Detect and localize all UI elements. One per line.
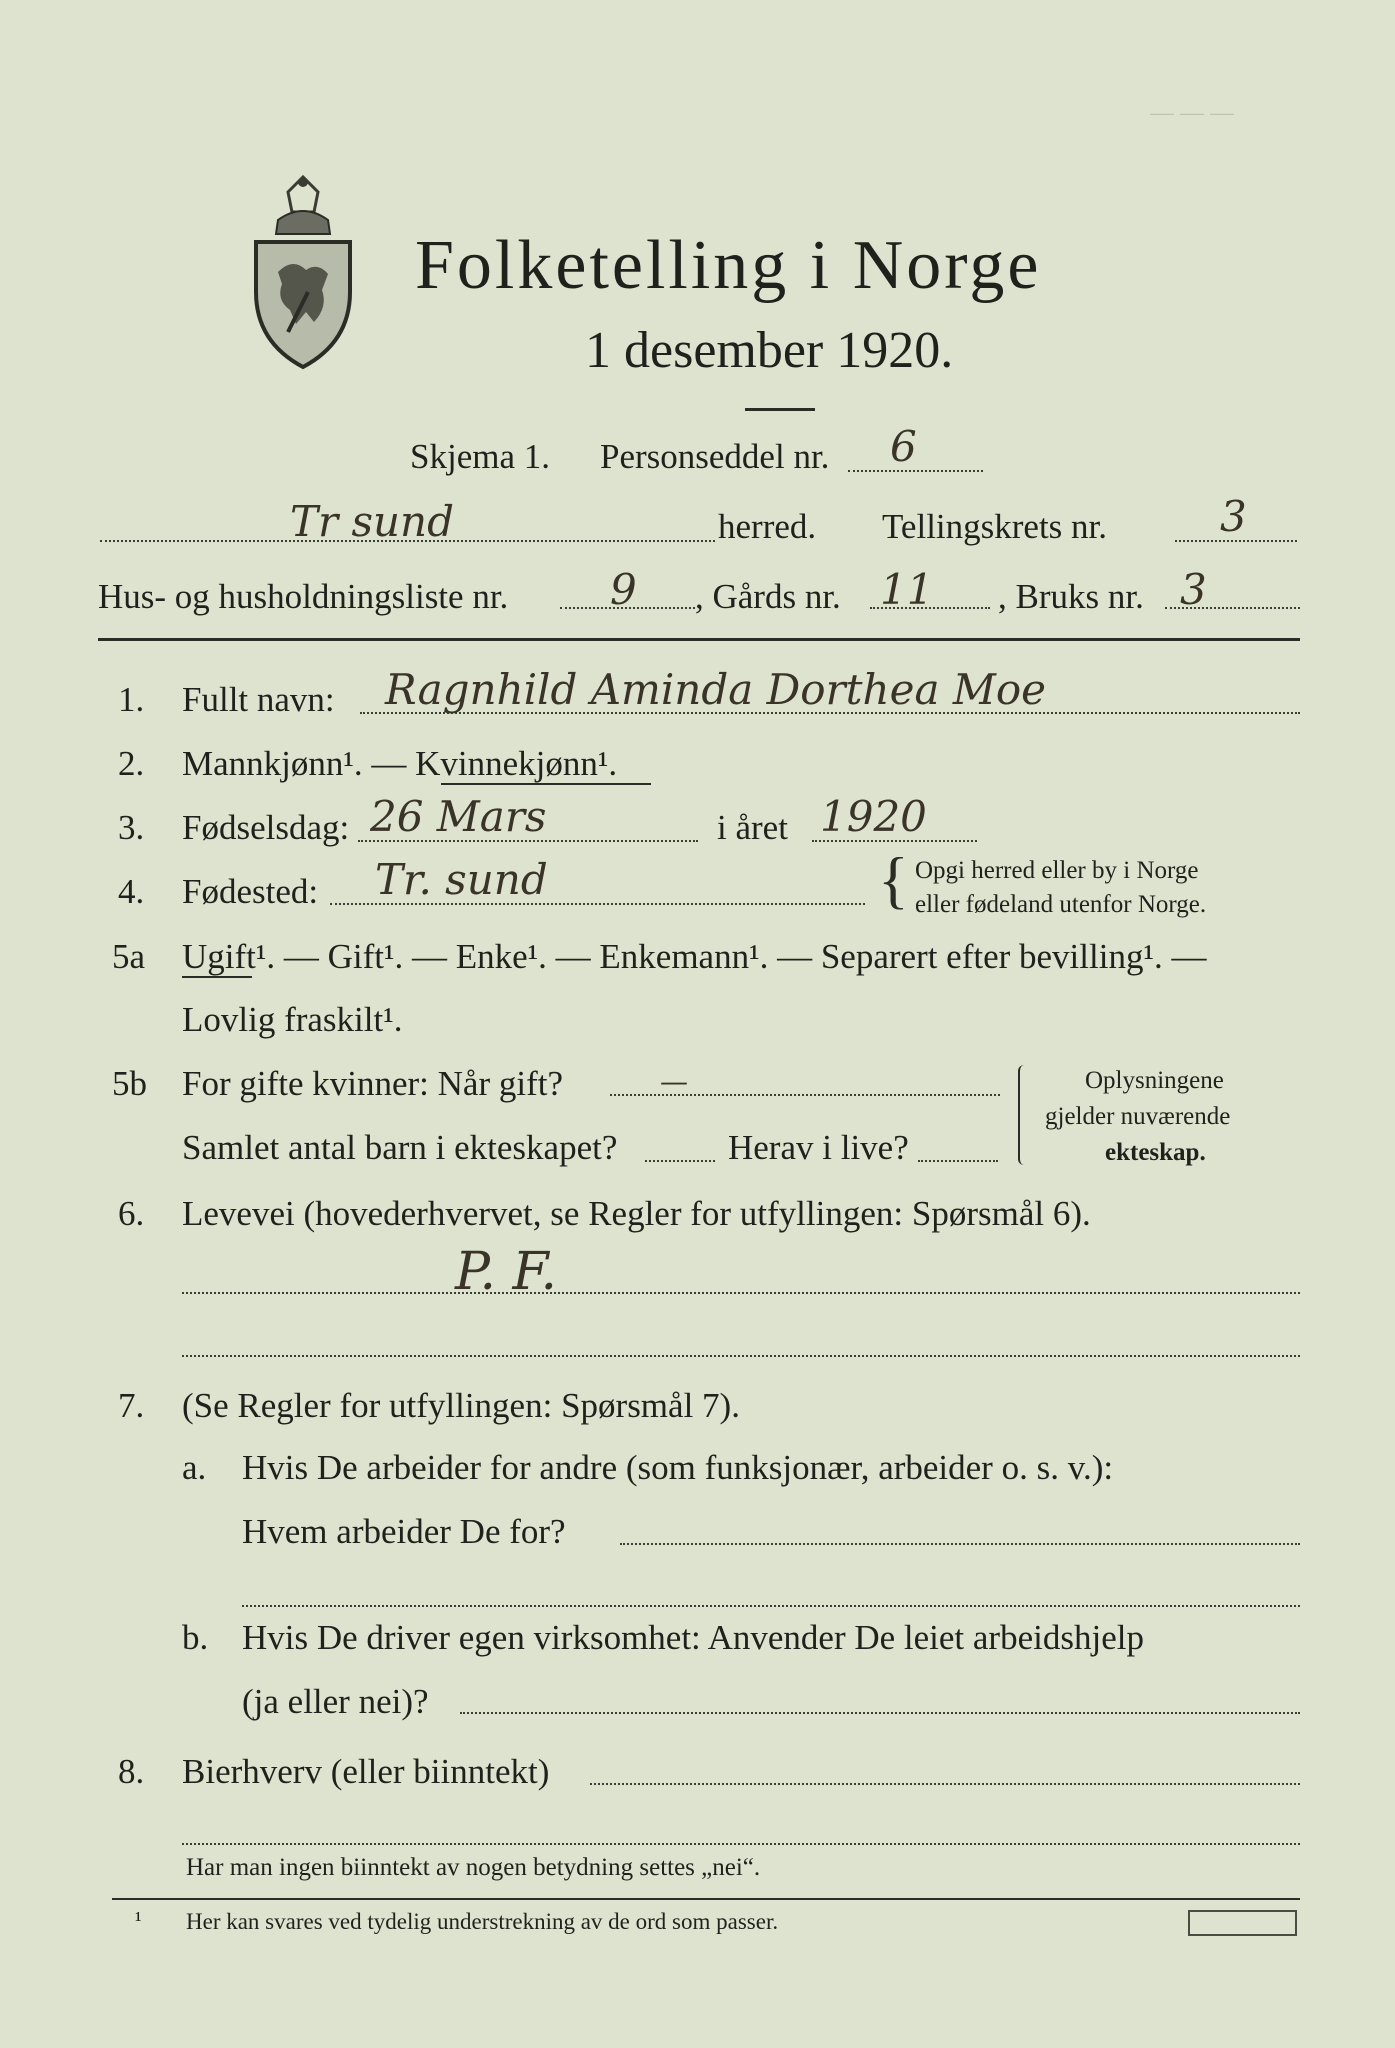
title-divider [745,408,815,411]
tellingskrets-value[interactable]: 3 [1220,492,1247,541]
gards-value[interactable]: 11 [880,565,934,614]
married-when-value[interactable]: — [660,1065,688,1098]
q4-label: Fødested: [182,872,319,911]
q5b-number: 5b [112,1064,147,1103]
q4-number: 4. [118,872,145,911]
q7a-dotted-line-2 [242,1605,1300,1607]
q6-dotted-line-1 [182,1292,1300,1294]
footer-note: Har man ingen biinntekt av nogen betydning settes „nei“. [186,1854,761,1881]
q5b-note-line1: Oplysningene [1085,1067,1224,1094]
q7a-dotted-line-1 [620,1543,1300,1545]
gender-options[interactable]: Mannkjønn¹. — Kvinnekjønn¹. [182,744,618,783]
q6-number: 6. [118,1194,145,1233]
occupation-value[interactable]: P. F. [455,1242,558,1302]
herred-label: herred. [718,507,817,546]
marital-status-options[interactable]: Ugift¹. — Gift¹. — Enke¹. — Enkemann¹. — Separert efter bevilling¹. — [182,937,1207,976]
q3-year-label: i året [717,808,788,847]
q7a-line1: Hvis De arbeider for andre (som funksjonær, arbeider o. s. v.): [242,1448,1114,1487]
full-name-value[interactable]: Ragnhild Aminda Dorthea Moe [385,665,1046,714]
q5b-alive-label: Herav i live? [728,1128,909,1167]
q8-dotted-line-1 [590,1783,1300,1785]
q2-number: 2. [118,744,145,783]
q7-number: 7. [118,1386,145,1425]
q5b-note-line3: ekteskap. [1105,1139,1206,1166]
husholdningsliste-label: Hus- og husholdningsliste nr. [98,577,509,616]
q3-number: 3. [118,808,145,847]
q1-label: Fullt navn: [182,680,335,719]
q5b-bracket [1018,1065,1030,1165]
footnote-number: ¹ [135,1907,142,1932]
q8-label: Bierhverv (eller biinntekt) [182,1752,550,1791]
q7a-letter: a. [182,1448,207,1487]
footer-divider [112,1898,1300,1900]
herred-value[interactable]: Tr sund [290,497,454,546]
q5b-children-dotted-line [645,1160,715,1162]
q7-label: (Se Regler for utfyllingen: Spørsmål 7). [182,1386,740,1425]
section-divider [98,638,1300,641]
q3-label: Fødselsdag: [182,808,350,847]
tellingskrets-label: Tellingskrets nr. [882,507,1108,546]
q4-brace: { [878,844,909,915]
q7a-line2: Hvem arbeider De for? [242,1512,566,1551]
birthdate-value[interactable]: 26 Mars [370,792,547,841]
schema-label: Skjema 1. [410,437,550,476]
q5a-number: 5a [112,937,146,976]
husholdningsliste-value[interactable]: 9 [610,565,637,614]
q8-dotted-line-2 [182,1843,1300,1845]
birthplace-value[interactable]: Tr. sund [375,855,548,904]
q7b-line1: Hvis De driver egen virksomhet: Anvender De leiet arbeidshjelp [242,1618,1144,1657]
q5b-children-label: Samlet antal barn i ekteskapet? [182,1128,618,1167]
printer-stamp [1188,1910,1297,1936]
ugift-underline [182,976,252,978]
q5b-note-line2: gjelder nuværende [1045,1103,1231,1130]
q4-note-line2: eller fødeland utenfor Norge. [915,891,1207,918]
q6-dotted-line-2 [182,1355,1300,1357]
q5b-married-label: For gifte kvinner: Når gift? [182,1064,564,1103]
q7b-line2: (ja eller nei)? [242,1682,429,1721]
birth-year-value[interactable]: 1920 [820,792,927,841]
footnote-text: Her kan svares ved tydelig understrekning av de ord som passer. [186,1909,779,1934]
bruks-value[interactable]: 3 [1180,565,1207,614]
q5b-alive-dotted-line [918,1160,998,1162]
personseddel-value[interactable]: 6 [890,422,917,471]
q4-note-line1: Opgi herred eller by i Norge [915,857,1199,884]
q7b-dotted-line [460,1712,1300,1714]
marital-status-options-line2[interactable]: Lovlig fraskilt¹. [182,1000,403,1039]
census-date: 1 desember 1920. [585,322,954,379]
form-title: Folketelling i Norge [415,227,1042,304]
female-underline [441,783,651,785]
q7b-letter: b. [182,1618,209,1657]
bruks-label: , Bruks nr. [998,577,1144,616]
q8-number: 8. [118,1752,145,1791]
coat-of-arms-icon [248,172,358,372]
personseddel-label: Personseddel nr. [600,437,830,476]
bleed-through-text: — — — [1150,100,1234,126]
gards-label: , Gårds nr. [695,577,841,616]
q1-number: 1. [118,680,145,719]
q6-label: Levevei (hovederhvervet, se Regler for utfyllingen: Spørsmål 6). [182,1194,1091,1233]
